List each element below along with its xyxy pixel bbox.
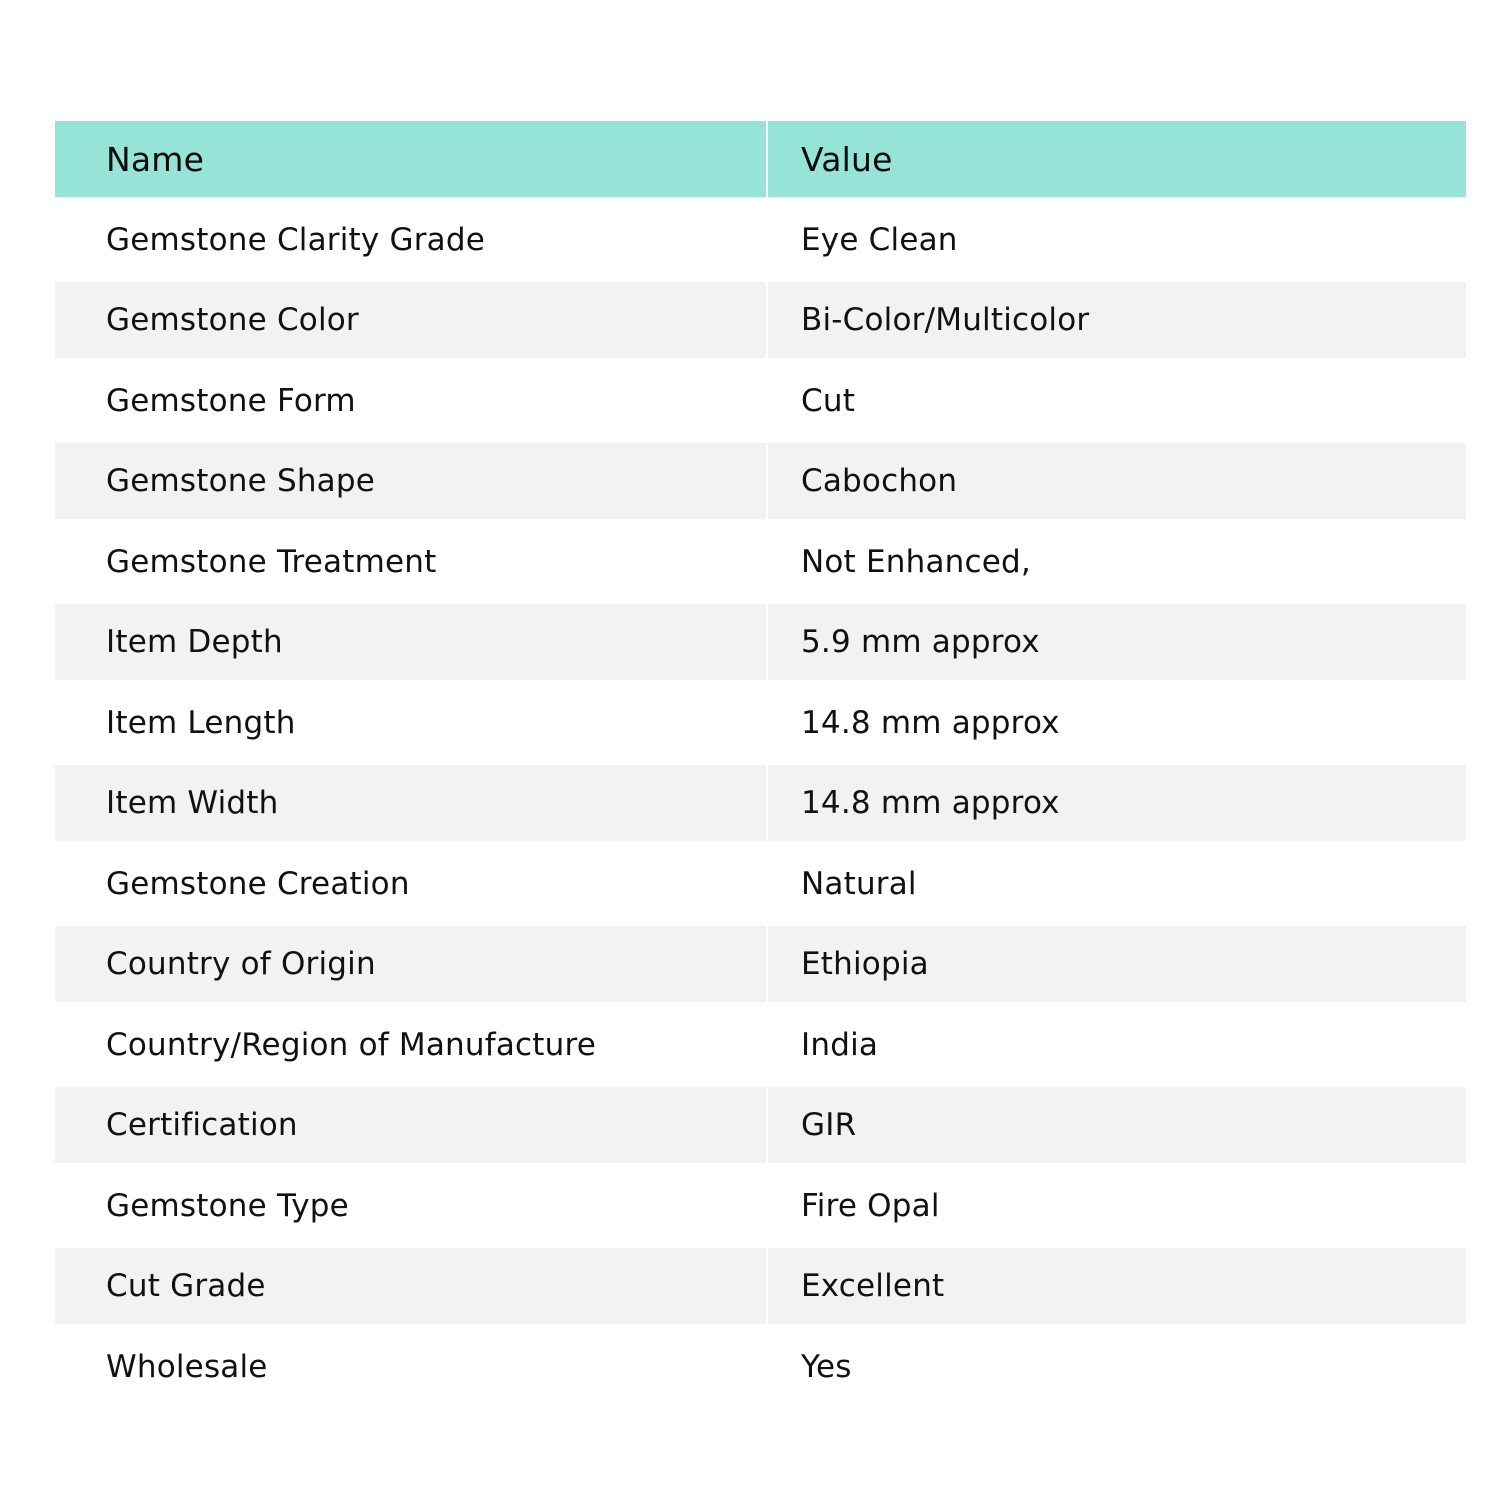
- row-value: Ethiopia: [767, 926, 1466, 1002]
- table-row: [55, 1324, 1466, 1409]
- row-name: Item Depth: [55, 604, 767, 680]
- row-value: Bi-Color/Multicolor: [767, 282, 1466, 358]
- row-name: Country of Origin: [55, 926, 767, 1002]
- table-row: [55, 1002, 1466, 1087]
- row-name: Country/Region of Manufacture: [55, 1002, 767, 1087]
- table-row: [55, 1163, 1466, 1248]
- row-value: Excellent: [767, 1248, 1466, 1324]
- row-name: Item Width: [55, 765, 767, 841]
- row-value: India: [801, 1026, 879, 1063]
- row-value: Not Enhanced,: [801, 543, 1031, 580]
- table-header: [55, 121, 1466, 197]
- table-row: [55, 358, 1466, 443]
- row-value: 14.8 mm approx: [801, 704, 1060, 741]
- header-value: Value: [767, 121, 1466, 197]
- table-row: [55, 680, 1466, 765]
- row-value: Fire Opal: [801, 1187, 940, 1224]
- row-name: Wholesale: [55, 1324, 767, 1409]
- row-name: Gemstone Form: [55, 358, 767, 443]
- row-value: Eye Clean: [801, 221, 958, 258]
- row-name: Gemstone Creation: [55, 841, 767, 926]
- table-row: [55, 1087, 1466, 1163]
- row-name: Gemstone Clarity Grade: [55, 197, 767, 282]
- table-row: [55, 841, 1466, 926]
- row-name: Gemstone Type: [55, 1163, 767, 1248]
- row-value: Yes: [801, 1348, 852, 1385]
- table-row: [55, 926, 1466, 1002]
- row-name: Certification: [55, 1087, 767, 1163]
- row-name: Gemstone Shape: [55, 443, 767, 519]
- row-name: Gemstone Color: [55, 282, 767, 358]
- table-row: [55, 1248, 1466, 1324]
- row-name: Item Length: [55, 680, 767, 765]
- table-row: [55, 282, 1466, 358]
- row-value: 14.8 mm approx: [767, 765, 1466, 841]
- spec-table: [55, 121, 1466, 1409]
- table-row: [55, 765, 1466, 841]
- row-value: Cabochon: [767, 443, 1466, 519]
- header-row: [55, 121, 1466, 197]
- row-value: Natural: [801, 865, 917, 902]
- row-name: Cut Grade: [55, 1248, 767, 1324]
- table-row: [55, 197, 1466, 282]
- table-row: [55, 604, 1466, 680]
- table-row: [55, 519, 1466, 604]
- row-name: Gemstone Treatment: [55, 519, 767, 604]
- row-value: 5.9 mm approx: [767, 604, 1466, 680]
- table-row: [55, 443, 1466, 519]
- header-name: Name: [55, 121, 767, 197]
- table-body: [55, 197, 1466, 1409]
- row-value: GIR: [767, 1087, 1466, 1163]
- row-value: Cut: [801, 382, 856, 419]
